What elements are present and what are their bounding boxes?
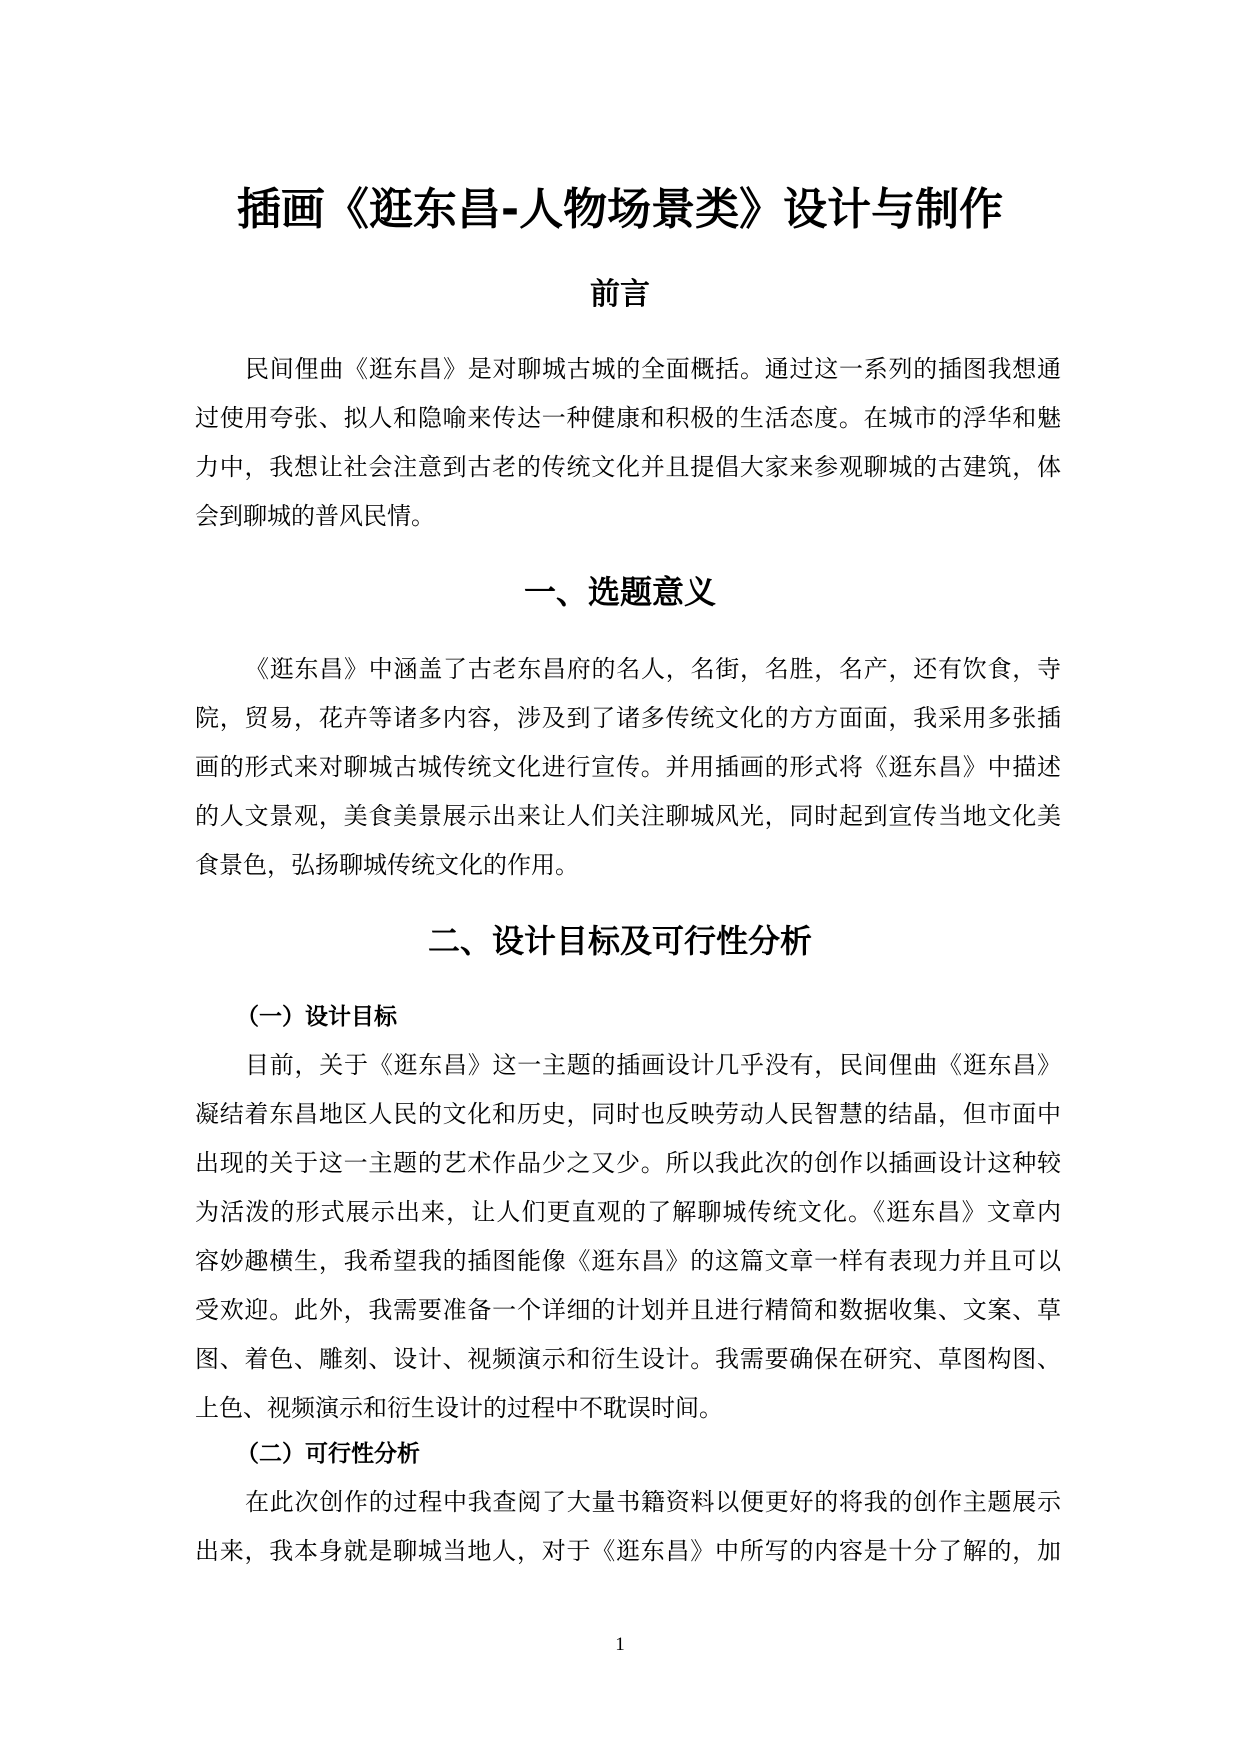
preface-paragraph-line: 会到聊城的普风民情。 [195,502,435,530]
design-goal-paragraph-line: 为活泼的形式展示出来，让人们更直观的了解聊城传统文化。《逛东昌》文章内 [195,1198,1061,1226]
design-goal-paragraph-line: 目前，关于《逛东昌》这一主题的插画设计几乎没有，民间俚曲《逛东昌》 [245,1051,1061,1079]
preface-paragraph-line: 过使用夸张、拟人和隐喻来传达一种健康和积极的生活态度。在城市的浮华和魅 [195,404,1061,432]
section1-paragraph-line: 画的形式来对聊城古城传统文化进行宣传。并用插画的形式将《逛东昌》中描述 [195,753,1061,781]
design-goal-paragraph-line: 图、着色、雕刻、设计、视频演示和衍生设计。我需要确保在研究、草图构图、 [195,1345,1061,1373]
design-goal-paragraph-line: 受欢迎。此外，我需要准备一个详细的计划并且进行精简和数据收集、文案、草 [195,1296,1061,1324]
design-goal-paragraph-line: 凝结着东昌地区人民的文化和历史，同时也反映劳动人民智慧的结晶，但市面中 [195,1100,1061,1128]
feasibility-paragraph-line: 出来，我本身就是聊城当地人，对于《逛东昌》中所写的内容是十分了解的，加 [195,1537,1061,1565]
section1-paragraph-line: 食景色，弘扬聊城传统文化的作用。 [195,851,579,879]
preface-heading: 前言 [590,277,650,312]
section1-paragraph-line: 院，贸易，花卉等诸多内容，涉及到了诸多传统文化的方方面面，我采用多张插 [195,704,1061,732]
preface-paragraph-line: 力中，我想让社会注意到古老的传统文化并且提倡大家来参观聊城的古建筑，体 [195,453,1061,481]
document-title: 插画《逛东昌-人物场景类》设计与制作 [236,184,1004,235]
design-goal-paragraph-line: 容妙趣横生，我希望我的插图能像《逛东昌》的这篇文章一样有表现力并且可以 [195,1247,1061,1275]
section1-paragraph-line: 《逛东昌》中涵盖了古老东昌府的名人，名街，名胜，名产，还有饮食，寺 [245,655,1061,683]
design-goal-paragraph-line: 出现的关于这一主题的艺术作品少之又少。所以我此次的创作以插画设计这种较 [195,1149,1061,1177]
feasibility-paragraph-line: 在此次创作的过程中我查阅了大量书籍资料以便更好的将我的创作主题展示 [245,1488,1061,1516]
section1-heading: 一、选题意义 [523,573,716,611]
subsection2-heading: （二）可行性分析 [236,1441,420,1467]
subsection1-heading: （一）设计目标 [236,1004,397,1030]
section2-heading: 二、设计目标及可行性分析 [427,922,812,960]
design-goal-paragraph-line: 上色、视频演示和衍生设计的过程中不耽误时间。 [195,1394,723,1422]
section1-paragraph-line: 的人文景观，美食美景展示出来让人们关注聊城风光，同时起到宣传当地文化美 [195,802,1061,830]
preface-paragraph-line: 民间俚曲《逛东昌》是对聊城古城的全面概括。通过这一系列的插图我想通 [245,355,1061,383]
page-number: 1 [615,1634,625,1655]
